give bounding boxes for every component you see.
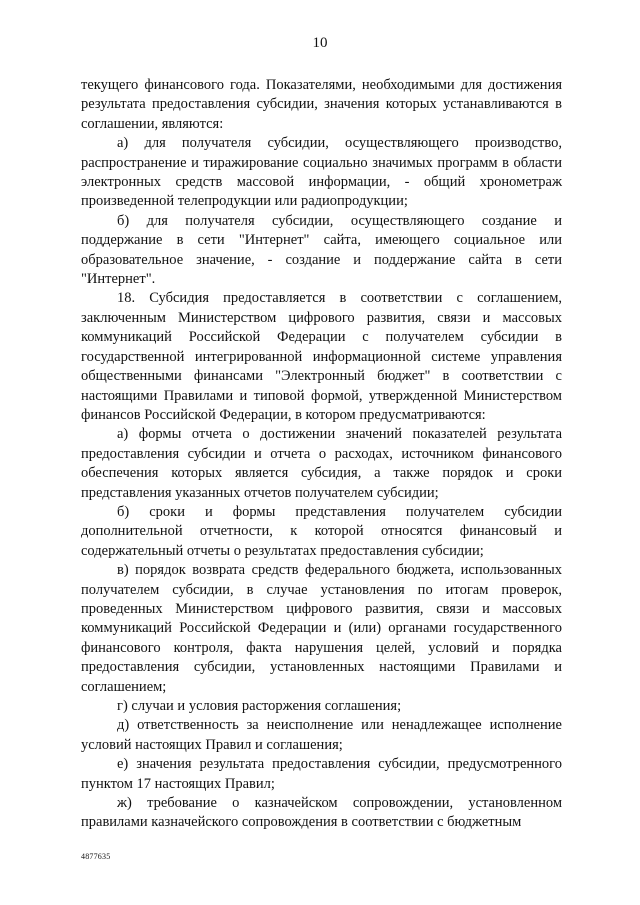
paragraph-clause-18: 18. Субсидия предоставляется в соответствии с соглашением, заключенным Министерством цифрового развития, связи и массовых коммуникаций Российской Федерации с получателем субсидии в государственной интегрированной информационной системе управления общественными финансами "Электронный бюджет" в соответствии с настоящими Правилами и типовой формой, утвержденной Министерством финансов Российской Федерации, в котором предусматриваются: xyxy=(81,290,562,423)
page-number: 10 xyxy=(312,35,328,51)
paragraph-item-v-refund-procedure: в) порядок возврата средств федерального бюджета, использованных получателем субсидии, в случае установления по итогам проверок, проведенных Министерством цифрового развития, связи и массовых коммуникаций Российской Федерации и (или) органами государственного финансового контроля, факта нарушения целей, условий и порядка предоставления субсидии, установленных настоящими Правилами и соглашением; xyxy=(81,562,562,695)
document-code: 4877635 xyxy=(81,852,111,861)
paragraph-item-b-additional-reporting: б) сроки и формы представления получателем субсидии дополнительной отчетности, к которой относятся финансовый и содержательный отчеты о результатах предоставления субсидии; xyxy=(81,503,562,559)
paragraph-item-b-website: б) для получателя субсидии, осуществляющего создание и поддержание в сети "Интернет" сайта, имеющего социальное или образовательное значение, - создание и поддержание сайта в сети "Интернет". xyxy=(81,212,562,288)
paragraph-item-d-responsibility: д) ответственность за неисполнение или ненадлежащее исполнение условий настоящих Правил и соглашения; xyxy=(81,717,562,753)
document-body xyxy=(81,76,562,833)
paragraph-item-a-report-forms: а) формы отчета о достижении значений показателей результата предоставления субсидии и отчета о расходах, источником финансового обеспечения которых является субсидия, а также порядок и сроки представления указанных отчетов получателем субсидии; xyxy=(81,426,562,501)
paragraph-item-e-result-values: е) значения результата предоставления субсидии, предусмотренного пунктом 17 настоящих Правил; xyxy=(81,756,562,792)
paragraph-item-zh-treasury-support: ж) требование о казначейском сопровождении, установленном правилами казначейского сопровождения в соответствии с бюджетным xyxy=(81,795,562,831)
paragraph-item-g-termination: г) случаи и условия расторжения соглашения; xyxy=(117,698,402,714)
paragraph-item-a-production: а) для получателя субсидии, осуществляющего производство, распространение и тиражирование социально значимых программ в области электронных средств массовой информации, - общий хронометраж произведенной телепродукции или радиопродукции; xyxy=(81,135,562,210)
paragraph-continuation: текущего финансового года. Показателями, необходимыми для достижения результата предоставления субсидии, значения которых устанавливаются в соглашении, являются: xyxy=(81,77,562,132)
